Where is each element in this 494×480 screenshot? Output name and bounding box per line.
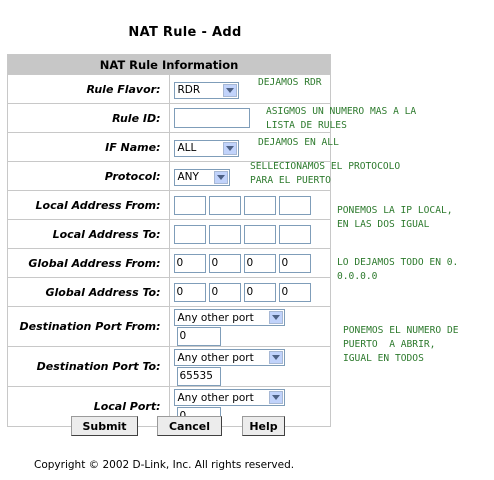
destination-port-to-select-value: Any other port <box>177 351 254 364</box>
rule-id-label: Rule ID: <box>8 104 170 133</box>
local-from-octet-2[interactable] <box>209 196 241 215</box>
global-to-octet-2[interactable]: 0 <box>209 283 241 302</box>
row-destination-port-to <box>8 347 331 387</box>
destination-port-to-label: Destination Port To: <box>8 347 170 387</box>
destination-port-to-select[interactable] <box>174 349 285 366</box>
local-to-octet-2[interactable] <box>209 225 241 244</box>
rule-flavor-value: RDR <box>177 84 201 96</box>
global-address-to-label: Global Address To: <box>8 278 170 307</box>
destination-port-to-input[interactable]: 65535 <box>177 367 221 386</box>
local-from-octet-3[interactable] <box>244 196 276 215</box>
chevron-down-icon[interactable] <box>269 351 283 364</box>
chevron-down-icon[interactable] <box>223 142 237 155</box>
global-from-octet-3[interactable]: 0 <box>244 254 276 273</box>
chevron-down-icon[interactable] <box>269 391 283 404</box>
row-local-address-from <box>8 191 331 220</box>
help-button[interactable]: Help <box>242 416 285 436</box>
destination-port-from-input[interactable]: 0 <box>177 327 221 346</box>
global-from-octet-2[interactable]: 0 <box>209 254 241 273</box>
note-if-name: DEJAMOS EN ALL <box>258 137 339 148</box>
local-port-select[interactable] <box>174 389 285 406</box>
cancel-button[interactable]: Cancel <box>157 416 222 436</box>
row-global-address-to <box>8 278 331 307</box>
note-local-ip: PONEMOS LA IP LOCAL, EN LAS DOS IGUAL <box>337 205 453 230</box>
chevron-down-icon[interactable] <box>214 171 228 184</box>
local-to-octet-3[interactable] <box>244 225 276 244</box>
global-address-from-label: Global Address From: <box>8 249 170 278</box>
destination-port-from-label: Destination Port From: <box>8 307 170 347</box>
note-ports: PONEMOS EL NUMERO DE PUERTO A ABRIR, IGUAL EN TODOS <box>343 325 459 364</box>
row-destination-port-from <box>8 307 331 347</box>
rule-id-input[interactable] <box>174 108 250 128</box>
if-name-value: ALL <box>177 142 197 154</box>
local-port-label: Local Port: <box>8 387 170 427</box>
global-from-octet-1[interactable]: 0 <box>174 254 206 273</box>
if-name-label: IF Name: <box>8 133 170 162</box>
local-to-octet-1[interactable] <box>174 225 206 244</box>
page-title: NAT Rule - Add <box>128 25 242 40</box>
destination-port-from-select[interactable] <box>174 309 285 326</box>
protocol-label: Protocol: <box>8 162 170 191</box>
local-from-octet-1[interactable] <box>174 196 206 215</box>
rule-flavor-select[interactable] <box>174 82 239 99</box>
note-global: LO DEJAMOS TODO EN 0. 0.0.0.0 <box>337 257 459 282</box>
row-global-address-from <box>8 249 331 278</box>
if-name-select[interactable] <box>174 140 239 157</box>
local-address-to-label: Local Address To: <box>8 220 170 249</box>
copyright: Copyright © 2002 D-Link, Inc. All rights reserved. <box>34 459 295 471</box>
local-port-select-value: Any other port <box>177 391 254 404</box>
chevron-down-icon[interactable] <box>269 311 283 324</box>
local-to-octet-4[interactable] <box>279 225 311 244</box>
protocol-value: ANY <box>177 171 199 183</box>
protocol-select[interactable] <box>174 169 230 186</box>
local-address-from-label: Local Address From: <box>8 191 170 220</box>
global-to-octet-4[interactable]: 0 <box>279 283 311 302</box>
global-to-octet-1[interactable]: 0 <box>174 283 206 302</box>
table-header: NAT Rule Information <box>8 55 331 75</box>
rule-flavor-label: Rule Flavor: <box>8 75 170 104</box>
note-protocol: SELLECIONAMOS EL PROTOCOLO PARA EL PUERTO <box>250 161 401 186</box>
global-to-octet-3[interactable]: 0 <box>244 283 276 302</box>
local-from-octet-4[interactable] <box>279 196 311 215</box>
global-from-octet-4[interactable]: 0 <box>279 254 311 273</box>
note-rule-id: ASIGMOS UN NUMERO MAS A LA LISTA DE RULES <box>266 106 417 131</box>
chevron-down-icon[interactable] <box>223 84 237 97</box>
row-local-address-to <box>8 220 331 249</box>
destination-port-from-select-value: Any other port <box>177 311 254 324</box>
note-rule-flavor: DEJAMOS RDR <box>258 77 322 88</box>
submit-button[interactable]: Submit <box>71 416 138 436</box>
